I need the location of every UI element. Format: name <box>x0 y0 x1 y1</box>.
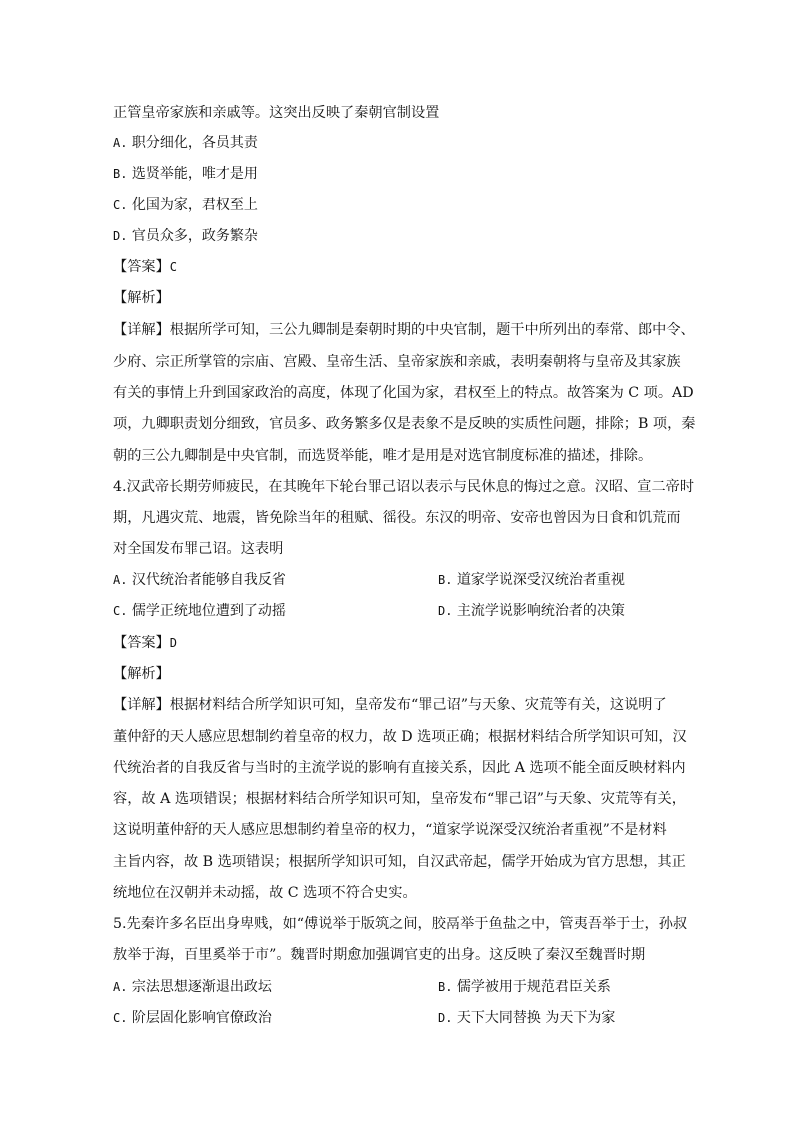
q4-detail-line-5: 这说明董仲舒的天人感应思想制约着皇帝的权力，“道家学说深受汉统治者重视”不是材料 <box>113 822 667 838</box>
option-text: 职分细化，各员其责 <box>131 135 258 151</box>
q3-analysis-tag: 【解析】 <box>113 290 170 306</box>
option-label: A. <box>113 980 128 994</box>
q4-option-c <box>113 602 413 620</box>
option-text: 儒学正统地位遭到了动摇 <box>131 603 286 619</box>
option-text: 汉代统治者能够自我反省 <box>131 572 286 588</box>
q3-detail-line-3: 有关的事情上升到国家政治的高度，体现了化国为家，君权至上的特点。故答案为 C 项。AD <box>113 385 694 401</box>
answer-tag: 【答案】 <box>113 635 170 651</box>
option-text: 宗法思想逐渐退出政坛 <box>131 979 272 995</box>
option-label: B. <box>113 167 128 181</box>
option-label: D. <box>113 229 128 243</box>
q4-option-a <box>113 571 413 589</box>
q3-option-c <box>113 196 683 214</box>
option-label: C. <box>113 604 128 618</box>
q4-answer <box>113 634 683 652</box>
option-label: B. <box>438 980 453 994</box>
q5-stem-line-1: 5.先秦许多名臣出身卑贱，如“傅说举于版筑之间，胶鬲举于鱼盐之中，管夷吾举于士，孙叔 <box>113 916 688 932</box>
q4-detail-line-2: 董仲舒的天人感应思想制约着皇帝的权力，故 D 选项正确；根据材料结合所学知识可知，汉 <box>113 729 687 745</box>
detail-tag: 【详解】 <box>113 697 170 713</box>
q3-stem-tail: 正管皇帝家族和亲戚等。这突出反映了秦朝官制设置 <box>113 105 440 121</box>
option-text: 儒学被用于规范君臣关系 <box>456 979 611 995</box>
option-text: 天下大同替换 为天下为家 <box>456 1010 616 1026</box>
q3-detail-line-2: 少府、宗正所掌管的宗庙、宫殿、皇帝生活、皇帝家族和亲戚，表明秦朝将与皇帝及其家族 <box>113 354 681 370</box>
q3-answer <box>113 258 683 276</box>
option-label: A. <box>113 573 128 587</box>
option-text: 主流学说影响统治者的决策 <box>456 603 625 619</box>
option-text: 阶层固化影响官僚政治 <box>131 1010 272 1026</box>
answer-value: C <box>169 260 177 274</box>
option-label: A. <box>113 136 128 150</box>
option-text: 选贤举能，唯才是用 <box>131 166 258 182</box>
answer-value: D <box>169 636 177 650</box>
q4-option-d <box>438 602 688 620</box>
q4-stem-line-1: 4.汉武帝长期劳师疲民，在其晚年下轮台罪己诏以表示与民休息的悔过之意。汉昭、宣二帝时 <box>113 479 695 495</box>
option-text: 道家学说深受汉统治者重视 <box>456 572 625 588</box>
detail-text: 根据材料结合所学知识可知，皇帝发布“罪己诏”与天象、灾荒等有关，这说明了 <box>169 697 667 713</box>
q4-detail-line-4: 容，故 A 选项错误；根据材料结合所学知识可知，皇帝发布“罪己诏”与天象、灾荒等有关， <box>113 791 686 807</box>
option-label: C. <box>113 1011 128 1025</box>
q3-option-b <box>113 165 683 183</box>
option-label: C. <box>113 198 128 212</box>
detail-text: 根据所学可知，三公九卿制是秦朝时期的中央官制，题干中所列出的奉常、郎中令、 <box>169 322 695 338</box>
q3-detail-line-1 <box>113 321 695 339</box>
option-text: 化国为家，君权至上 <box>131 197 258 213</box>
option-text: 官员众多，政务繁杂 <box>131 228 258 244</box>
q4-detail-line-6: 主旨内容，故 B 选项错误；根据所学知识可知，自汉武帝起，儒学开始成为官方思想，其正 <box>113 854 686 870</box>
q4-option-b <box>438 571 688 589</box>
option-label: D. <box>438 1011 453 1025</box>
q4-stem-line-2: 期，凡遇灾荒、地震，皆免除当年的租赋、徭役。东汉的明帝、安帝也曾因为日食和饥荒而 <box>113 510 681 526</box>
answer-tag: 【答案】 <box>113 259 170 275</box>
q5-stem-line-2: 敖举于海，百里奚举于市”。魏晋时期愈加强调官吏的出身。这反映了秦汉至魏晋时期 <box>113 947 646 963</box>
q5-option-b <box>438 978 688 996</box>
q4-analysis-tag: 【解析】 <box>113 666 170 682</box>
q5-option-d <box>438 1009 688 1027</box>
q5-option-c <box>113 1009 413 1027</box>
q3-detail-line-4: 项，九卿职责划分细致，官员多、政务繁多仅是表象不是反映的实质性问题，排除；B 项，秦 <box>113 416 696 432</box>
q3-option-d <box>113 227 683 245</box>
q4-detail-line-7: 统地位在汉朝并未动摇，故 C 选项不符合史实。 <box>113 885 417 901</box>
q4-stem-line-3: 对全国发布罪己诏。这表明 <box>113 541 284 557</box>
detail-tag: 【详解】 <box>113 322 170 338</box>
q4-detail-line-1 <box>113 696 683 714</box>
q3-option-a <box>113 134 683 152</box>
option-label: D. <box>438 604 453 618</box>
q3-detail-line-5: 朝的三公九卿制是中央官制，而选贤举能，唯才是用是对选官制度标准的描述，排除。 <box>113 448 653 464</box>
option-label: B. <box>438 573 453 587</box>
q5-option-a <box>113 978 413 996</box>
q4-detail-line-3: 代统治者的自我反省与当时的主流学说的影响有直接关系，因此 A 选项不能全面反映材料内 <box>113 760 686 776</box>
